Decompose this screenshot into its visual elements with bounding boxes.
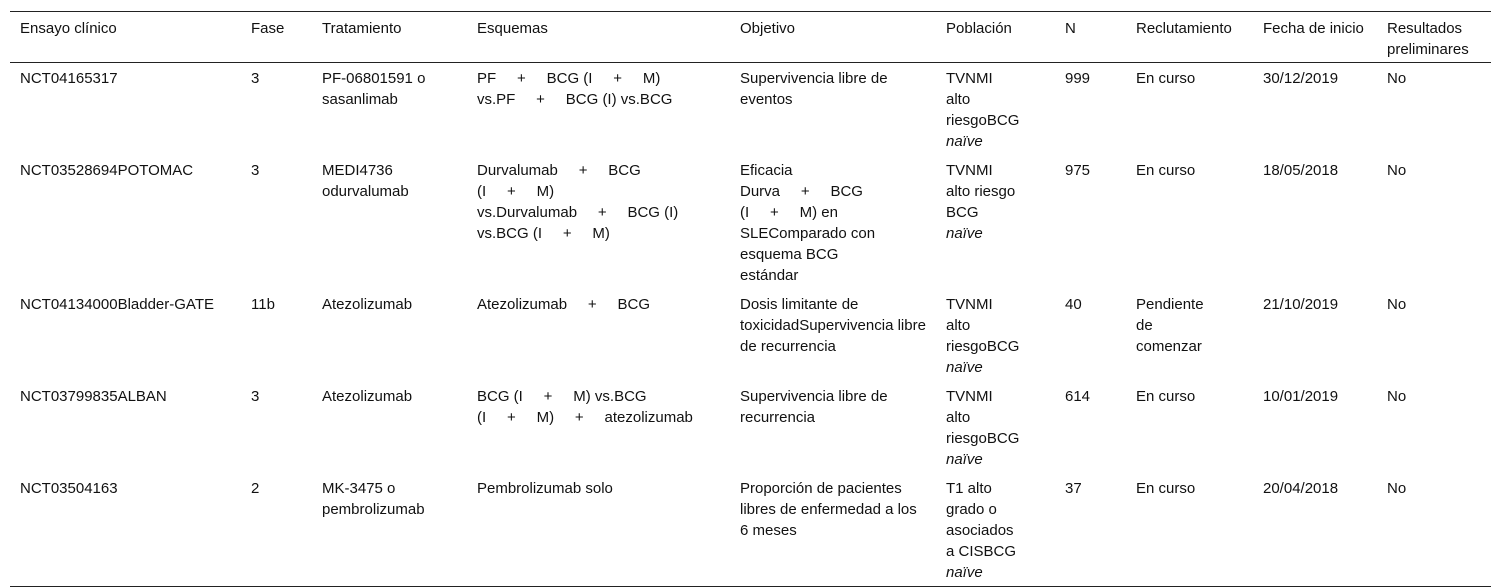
objective-line: estándar <box>740 267 799 284</box>
scheme-line: Atezolizumab + BCG <box>477 296 650 313</box>
cell-results: No <box>1387 388 1407 405</box>
population-line: riesgoBCG <box>946 112 1020 129</box>
cell-trial: NCT03504163 <box>20 480 118 497</box>
scheme-line: vs.PF + BCG (I) vs.BCG <box>477 91 673 108</box>
scheme-line: vs.Durvalumab + BCG (I) <box>477 204 679 221</box>
cell-scheme <box>467 381 730 473</box>
scheme-line: (I + M) <box>477 183 555 200</box>
cell-results: No <box>1387 70 1407 87</box>
cell-phase: 3 <box>251 162 260 179</box>
cell-population <box>936 381 1055 473</box>
population-line: alto <box>946 91 971 108</box>
scheme-line: Durvalumab + BCG <box>477 162 641 179</box>
header-phase: Fase <box>251 20 285 37</box>
cell-objective <box>730 155 936 289</box>
population-line: asociados <box>946 522 1014 539</box>
population-line: TVNMI <box>946 296 993 313</box>
cell-n: 975 <box>1065 162 1091 179</box>
header-treatment: Tratamiento <box>322 20 402 37</box>
cell-phase: 11b <box>251 296 275 313</box>
cell-population <box>936 289 1055 381</box>
cell-recruitment: En curso <box>1136 480 1196 497</box>
population-italic: naïve <box>946 564 983 581</box>
population-italic: naïve <box>946 133 983 150</box>
cell-population <box>936 473 1055 587</box>
objective-line: esquema BCG <box>740 246 839 263</box>
cell-trial: NCT04134000Bladder-GATE <box>20 296 214 313</box>
population-italic: naïve <box>946 225 983 242</box>
cell-n: 40 <box>1065 296 1082 313</box>
table-row <box>10 381 1491 473</box>
header-recruitment: Reclutamiento <box>1136 20 1232 37</box>
cell-results: No <box>1387 162 1407 179</box>
cell-n: 37 <box>1065 480 1082 497</box>
table-row <box>10 289 1491 381</box>
header-scheme: Esquemas <box>477 20 548 37</box>
header-trial: Ensayo clínico <box>20 20 117 37</box>
cell-phase: 3 <box>251 388 260 405</box>
population-line: riesgoBCG <box>946 430 1020 447</box>
cell-results: No <box>1387 480 1407 497</box>
population-line: alto riesgo <box>946 183 1016 200</box>
cell-objective: Proporción de pacientes libres de enfermedad a los 6 meses <box>740 480 917 539</box>
cell-objective: Dosis limitante de toxicidadSupervivencia libre de recurrencia <box>740 296 926 355</box>
header-objective: Objetivo <box>740 20 796 37</box>
table-header-row <box>10 12 1491 63</box>
cell-treatment: Atezolizumab <box>322 296 413 313</box>
cell-trial: NCT04165317 <box>20 70 118 87</box>
cell-start-date: 18/05/2018 <box>1263 162 1339 179</box>
population-line: alto <box>946 409 971 426</box>
cell-treatment: MEDI4736 odurvalumab <box>322 162 409 200</box>
scheme-line: BCG (I + M) vs.BCG <box>477 388 647 405</box>
cell-population <box>936 63 1055 156</box>
cell-scheme <box>467 63 730 156</box>
header-population: Población <box>946 20 1012 37</box>
population-line: a CISBCG <box>946 543 1017 560</box>
cell-recruitment: En curso <box>1136 162 1196 179</box>
cell-population <box>936 155 1055 289</box>
population-line: TVNMI <box>946 388 993 405</box>
clinical-trials-table <box>10 11 1491 587</box>
cell-results: No <box>1387 296 1407 313</box>
cell-treatment: MK-3475 o pembrolizumab <box>322 480 425 518</box>
header-start-date: Fecha de inicio <box>1263 20 1364 37</box>
objective-line: SLEComparado con <box>740 225 876 242</box>
population-line: BCG <box>946 204 979 221</box>
cell-treatment: PF-06801591 o sasanlimab <box>322 70 426 108</box>
objective-line: Durva + BCG <box>740 183 863 200</box>
cell-recruitment <box>1126 289 1253 381</box>
cell-recruitment: En curso <box>1136 70 1196 87</box>
cell-start-date: 21/10/2019 <box>1263 296 1339 313</box>
header-n: N <box>1065 20 1076 37</box>
table-row <box>10 473 1491 587</box>
scheme-line: (I + M) + atezolizumab <box>477 409 693 426</box>
population-italic: naïve <box>946 359 983 376</box>
cell-scheme <box>467 473 730 587</box>
cell-scheme <box>467 289 730 381</box>
scheme-line: PF + BCG (I + M) <box>477 70 661 87</box>
table-row <box>10 63 1491 156</box>
population-line: TVNMI <box>946 70 993 87</box>
population-italic: naïve <box>946 451 983 468</box>
recruitment-line: de <box>1136 317 1153 334</box>
cell-treatment: Atezolizumab <box>322 388 413 405</box>
cell-recruitment: En curso <box>1136 388 1196 405</box>
cell-trial: NCT03799835ALBAN <box>20 388 167 405</box>
population-line: grado o <box>946 501 997 518</box>
cell-n: 614 <box>1065 388 1091 405</box>
cell-start-date: 30/12/2019 <box>1263 70 1339 87</box>
table-row <box>10 155 1491 289</box>
population-line: T1 alto <box>946 480 992 497</box>
cell-scheme <box>467 155 730 289</box>
cell-phase: 3 <box>251 70 260 87</box>
scheme-line: Pembrolizumab solo <box>477 480 613 497</box>
cell-objective: Supervivencia libre de recurrencia <box>740 388 888 426</box>
cell-start-date: 20/04/2018 <box>1263 480 1339 497</box>
cell-n: 999 <box>1065 70 1091 87</box>
population-line: TVNMI <box>946 162 993 179</box>
clinical-trials-table-container <box>10 11 1491 587</box>
recruitment-line: Pendiente <box>1136 296 1204 313</box>
header-results: Resultados preliminares <box>1387 20 1469 58</box>
objective-line: (I + M) en <box>740 204 838 221</box>
cell-objective: Supervivencia libre de eventos <box>740 70 888 108</box>
cell-start-date: 10/01/2019 <box>1263 388 1339 405</box>
recruitment-line: comenzar <box>1136 338 1202 355</box>
population-line: alto <box>946 317 971 334</box>
population-line: riesgoBCG <box>946 338 1020 355</box>
cell-trial: NCT03528694POTOMAC <box>20 162 194 179</box>
scheme-line: vs.BCG (I + M) <box>477 225 610 242</box>
cell-phase: 2 <box>251 480 260 497</box>
objective-line: Eficacia <box>740 162 793 179</box>
